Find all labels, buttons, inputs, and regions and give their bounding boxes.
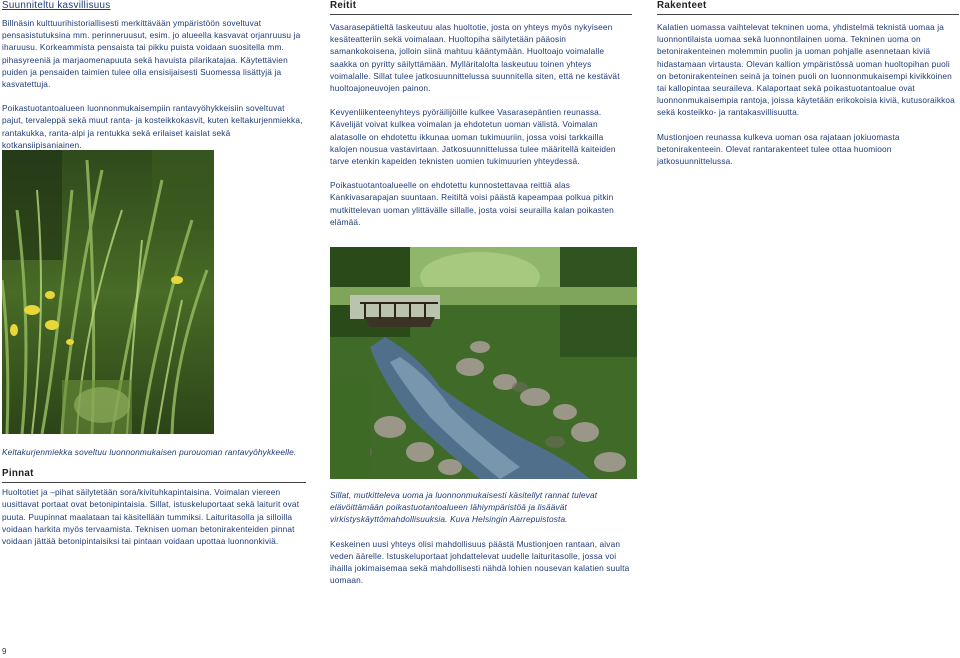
paragraph-routes-3: Poikastuotantoalueelle on ehdotettu kunnostettavaa reittiä alas Kankivasarapajan suuntaan. Reitiltä voisi päästä kapeampaa polkua pitkin mutkittelevan uoman ylittävälle sillalle, josta voisi seurailla kalan poikasten elämää. xyxy=(330,180,614,227)
paragraph-routes-4: Keskeinen uusi yhteys olisi mahdollisuus päästä Mustionjoen rantaan, aivan veden äärelle. Istuskeluportaat johdattelevat uudelle laituritasolle, jossa voi ihailla jokimaisemaa sekä mahdollisesti nähdä lohien nousevan kalatien suulta uomaan. xyxy=(330,538,630,586)
paragraph-vegetation-1: Billnäsin kulttuurihistoriallisesti merkittävään ympäristöön soveltuvat pensasistutuksina mm. perinneruusut, esim. jo alueella kasvavat orjanruusu ja iharuusu. Korkeammista pensaista tai pikku puista voidaan suositella mm. pihasyreeniä ja marjaomenapuuta sekä havuista pilarikatajaa. Käytettävien puiden ja pensaiden taimien tulee olla ensisijaisesti Suomessa lisättyjä ja kasvatettuja. xyxy=(2,18,301,90)
paragraph-routes-1: Vasarasepätieltä laskeutuu alas huoltotie, josta on yhteys myös nykyiseen kesäteatteriin sekä voimalaan. Huoltopiha säilytetään pääosin samankokoisena, jolloin siinä mahtuu kääntymään. Huoltoajo voimalalle saakka on pyritty säilyttämään. Mylläritalolta laskeutuu toinen yhteys voimalalle. Sillat tulee jatkosuunnittelussa suunnitella siten, että ne kestävät huoltoajoneuvojen painon. xyxy=(330,22,620,94)
photo-iris-plants xyxy=(2,150,214,434)
paragraph-structures-1: Kalatien uomassa vaihtelevat tekninen uoma, yhdistelmä teknistä uomaa ja luonnontilaista uomaa sekä luonnontilainen uoma. Tekninen uoma on betonirakenteinen molemmin puolin ja uoman pohjalle asennetaan kiviä hidastamaan virtausta. Olevan kallion ympäristössä uoman huoltopihan puoli on betonirakenteinen seinä ja toinen puoli on luonnonmukaisempi kivikkoinen tai kallopintaa seuraileva. Kalaportaat sekä poikastuotantoalue ovat luonnonmukaisempia rantoja, joissa käytetään erikokoisia kiviä, kutusoraikkoa sekä kosteikko- ja rantakasvillisuutta. xyxy=(657,22,955,118)
column-structures xyxy=(657,0,959,167)
heading-routes: Reitit xyxy=(330,0,632,15)
paragraph-structures-2: Mustionjoen reunassa kulkeva uoman osa rajataan jokiuomasta betonirakenteein. Olevat rantarakenteet tulee ottaa huomioon jatkosuunnittelussa. xyxy=(657,131,900,167)
paragraph-vegetation-2: Poikastuotantoalueen luonnonmukaisempiin rantavyöhykkeisiin soveltuvat pajut, tervaleppä sekä muut ranta- ja kosteikkokasvit, kuten keltakurjenmiekka, rantakukka, ranta-alpi ja rentukka sekä erilaiset kaislat sekä kotkansiipisaniainen. xyxy=(2,103,303,150)
paragraph-routes-2: Kevyenliikenteenyhteys pyöräilijöille kulkee Vasarasepäntien reunassa. Kävelijät voivat kulkea voimalan ja ehdotetun uoman välistä. Voimalan alatasolle on ehdotettu ikkunaa uoman tukimuuriin, jossa voisi tarkkailla kalojen nousua vastavirtaan. Jatkosuunnittelussa tulee määritellä kaiteiden tarve etenkin kapeiden teknisten uomien tukimuurien yhteydessä. xyxy=(330,107,616,167)
column-vegetation-lower xyxy=(2,446,306,547)
page-number: 9 xyxy=(2,647,7,656)
heading-surfaces: Pinnat xyxy=(2,468,306,483)
photo-stream-bridge xyxy=(330,247,637,479)
column-routes-lower xyxy=(330,489,632,586)
caption-iris: Keltakurjenmiekka soveltuu luonnonmukaisen purouoman rantavyöhykkeelle. xyxy=(2,447,297,457)
column-vegetation xyxy=(2,0,306,151)
heading-vegetation: Suunniteltu kasvillisuus xyxy=(2,0,111,11)
caption-bridge: Sillat, mutkitteleva uoma ja luonnonmukaisesti käsitellyt rannat tulevat elävöittämään poikastuotantoalueen lähiympäristöä ja lisäävät virkistyskäyttömahdollisuuksia. Kuva Helsingin Aarrepuistosta. xyxy=(330,490,598,525)
paragraph-surfaces: Huoltotiet ja –pihat säilytetään sora/kivituhkapintaisina. Voimalan viereen uusittavat portaat ovat betonipintaisia. Sillat, istuskeluportaat sekä laiturit ovat puuta. Puupinnat maalataan tai käsitellään tummiksi. Laituritasolla ja silloilla voidaan harkita myös tervaamista. Teknisen uoman betonirakenteiden pinnat voidaan jättää betonipintaisiksi tai pintaan voidaan upottaa luonnonkiviä. xyxy=(2,487,300,547)
column-routes xyxy=(330,0,632,228)
heading-structures: Rakenteet xyxy=(657,0,959,15)
